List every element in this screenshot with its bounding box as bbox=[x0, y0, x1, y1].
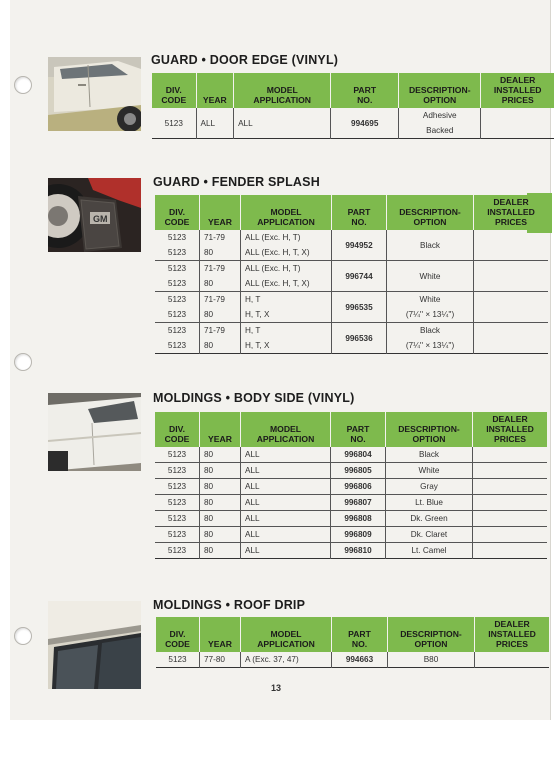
model-value: H, T bbox=[245, 295, 261, 304]
year-value: 80 bbox=[204, 514, 214, 523]
model-cell bbox=[241, 261, 332, 292]
model-value: ALL bbox=[245, 530, 260, 539]
desc-cell bbox=[399, 108, 481, 139]
table-header-row bbox=[156, 617, 549, 652]
column-header bbox=[155, 195, 200, 230]
fender-splash-table bbox=[155, 195, 548, 354]
table-row bbox=[155, 463, 547, 479]
model-cell bbox=[241, 527, 331, 543]
column-header-line: NO. bbox=[351, 639, 368, 649]
div-cell bbox=[155, 495, 200, 511]
table-row bbox=[155, 495, 547, 511]
model-value: H, T, X bbox=[245, 341, 270, 350]
price-cell bbox=[473, 511, 548, 527]
part-value: 996805 bbox=[344, 466, 372, 475]
desc-cell bbox=[386, 495, 473, 511]
price-cell bbox=[473, 479, 548, 495]
column-header bbox=[156, 617, 200, 652]
price-cell bbox=[474, 323, 549, 354]
price-cell bbox=[474, 261, 549, 292]
year-cell bbox=[200, 479, 241, 495]
part-cell bbox=[331, 108, 399, 139]
div-value: 5123 bbox=[167, 279, 187, 288]
div-value: 5123 bbox=[167, 530, 187, 539]
div-value: 5123 bbox=[167, 310, 187, 319]
desc-value: Black bbox=[419, 240, 441, 250]
part-value: 996536 bbox=[345, 333, 373, 343]
year-value: 80 bbox=[204, 450, 214, 459]
div-cell bbox=[155, 527, 200, 543]
column-header bbox=[200, 617, 241, 652]
column-header-line: PRICES bbox=[496, 639, 528, 649]
part-value: 996535 bbox=[345, 302, 373, 312]
part-value: 994695 bbox=[351, 118, 379, 128]
div-cell bbox=[156, 652, 200, 668]
div-value: 5123 bbox=[167, 466, 187, 475]
column-header-line: APPLICATION bbox=[253, 95, 312, 105]
column-header bbox=[200, 412, 241, 447]
table-row bbox=[155, 261, 548, 292]
model-value: ALL (Exc. H, T) bbox=[245, 233, 301, 242]
price-cell bbox=[474, 292, 549, 323]
table-row bbox=[155, 543, 547, 559]
table-row bbox=[155, 323, 548, 354]
year-cell bbox=[200, 261, 241, 292]
desc-cell bbox=[387, 261, 474, 292]
column-header bbox=[473, 412, 548, 447]
div-value: 5123 bbox=[167, 233, 187, 242]
column-header-line: DEALER bbox=[494, 619, 530, 629]
model-cell bbox=[241, 447, 331, 463]
part-value: 996807 bbox=[344, 498, 372, 507]
table-row bbox=[155, 447, 547, 463]
year-value: 80 bbox=[204, 310, 214, 319]
column-header-line: YEAR bbox=[202, 95, 227, 105]
table-header-row bbox=[155, 412, 547, 447]
price-cell bbox=[473, 543, 548, 559]
column-header-line: PRICES bbox=[494, 434, 526, 444]
price-cell bbox=[481, 108, 554, 139]
column-header-line: DESCRIPTION- bbox=[399, 207, 461, 217]
model-value: ALL bbox=[245, 498, 260, 507]
svg-text:GM: GM bbox=[93, 214, 108, 224]
column-header bbox=[155, 412, 200, 447]
part-value: 996809 bbox=[344, 530, 372, 539]
year-cell bbox=[196, 108, 234, 139]
year-cell bbox=[200, 292, 241, 323]
section-title: GUARD • FENDER SPLASH bbox=[153, 175, 320, 189]
year-value: 77-80 bbox=[204, 655, 225, 664]
column-header-line: APPLICATION bbox=[257, 217, 315, 227]
div-cell bbox=[155, 292, 200, 323]
column-header-line: NO. bbox=[351, 217, 367, 227]
desc-cell bbox=[387, 323, 474, 354]
column-header bbox=[332, 195, 387, 230]
table-header-row bbox=[155, 195, 548, 230]
div-cell bbox=[155, 543, 200, 559]
column-header-line: APPLICATION bbox=[256, 434, 315, 444]
model-cell bbox=[241, 292, 332, 323]
desc-value: Dk. Claret bbox=[410, 530, 448, 539]
column-header-line: DIV. bbox=[169, 629, 186, 639]
year-cell bbox=[200, 543, 241, 559]
div-cell bbox=[155, 479, 200, 495]
table-row bbox=[155, 527, 547, 543]
model-value: ALL bbox=[245, 514, 260, 523]
table-row bbox=[156, 652, 549, 668]
part-cell bbox=[331, 447, 386, 463]
div-cell bbox=[155, 463, 200, 479]
year-cell bbox=[200, 447, 241, 463]
desc-value: White bbox=[418, 466, 440, 475]
body-side-molding-photo bbox=[48, 393, 141, 471]
column-header bbox=[387, 195, 474, 230]
column-header-line: INSTALLED bbox=[487, 207, 535, 217]
price-cell bbox=[473, 447, 548, 463]
desc-cell bbox=[386, 543, 473, 559]
desc-value: Backed bbox=[426, 126, 454, 135]
column-header-line: OPTION bbox=[412, 434, 446, 444]
table-header-row bbox=[152, 73, 554, 108]
div-value: 5123 bbox=[167, 498, 187, 507]
div-value: 5123 bbox=[167, 295, 187, 304]
column-header bbox=[241, 617, 332, 652]
div-value: 5123 bbox=[164, 118, 183, 128]
desc-cell bbox=[386, 463, 473, 479]
year-cell bbox=[200, 527, 241, 543]
body-side-molding-table bbox=[155, 412, 547, 559]
column-header-line: CODE bbox=[164, 217, 190, 227]
desc-value: Gray bbox=[420, 482, 438, 491]
column-header-line: NO. bbox=[350, 434, 366, 444]
desc-value: White bbox=[419, 295, 441, 304]
model-value: H, T bbox=[245, 326, 261, 335]
page-number: 13 bbox=[271, 683, 282, 693]
model-value: H, T, X bbox=[245, 310, 270, 319]
desc-cell bbox=[386, 527, 473, 543]
div-cell bbox=[155, 230, 200, 261]
column-header-line: DIV. bbox=[165, 85, 182, 95]
column-header-line: MODEL bbox=[270, 207, 302, 217]
year-value: 71-79 bbox=[204, 295, 225, 304]
desc-value: Black bbox=[419, 326, 441, 335]
part-cell bbox=[331, 527, 386, 543]
desc-value: Adhesive bbox=[422, 111, 457, 120]
div-value: 5123 bbox=[167, 450, 187, 459]
desc-value: (7¼'' × 13¼'') bbox=[405, 310, 455, 319]
year-value: 80 bbox=[204, 530, 214, 539]
model-cell bbox=[241, 230, 332, 261]
part-value: 996804 bbox=[344, 450, 372, 459]
div-value: 5123 bbox=[167, 326, 187, 335]
desc-value: Lt. Blue bbox=[415, 498, 443, 507]
column-header bbox=[332, 617, 388, 652]
column-header-line: YEAR bbox=[208, 434, 232, 444]
column-header-line: PRICES bbox=[501, 95, 534, 105]
model-cell bbox=[241, 463, 331, 479]
model-value: ALL bbox=[245, 450, 260, 459]
table-row bbox=[155, 511, 547, 527]
column-header-line: DESCRIPTION- bbox=[408, 85, 471, 95]
column-header bbox=[481, 73, 554, 108]
model-value: ALL bbox=[245, 466, 260, 475]
column-header-line: OPTION bbox=[423, 95, 457, 105]
column-header bbox=[331, 412, 386, 447]
desc-value: Lt. Camel bbox=[411, 546, 447, 555]
column-header bbox=[475, 617, 550, 652]
column-header bbox=[474, 195, 549, 230]
model-cell bbox=[241, 511, 331, 527]
year-cell bbox=[200, 495, 241, 511]
column-header-line: YEAR bbox=[208, 217, 232, 227]
column-header-line: NO. bbox=[357, 95, 373, 105]
section-title: MOLDINGS • ROOF DRIP bbox=[153, 598, 306, 612]
column-header-line: OPTION bbox=[414, 639, 448, 649]
desc-cell bbox=[387, 292, 474, 323]
year-value: 71-79 bbox=[204, 233, 225, 242]
price-cell bbox=[473, 527, 548, 543]
year-cell bbox=[200, 323, 241, 354]
column-header-line: DEALER bbox=[500, 75, 536, 85]
model-cell bbox=[241, 495, 331, 511]
desc-cell bbox=[386, 479, 473, 495]
column-header bbox=[152, 73, 196, 108]
column-header-line: CODE bbox=[165, 639, 190, 649]
div-value: 5123 bbox=[167, 514, 187, 523]
column-header-line: PART bbox=[348, 629, 371, 639]
column-header-line: DIV. bbox=[169, 424, 185, 434]
column-header-line: PART bbox=[346, 424, 370, 434]
column-header bbox=[234, 73, 331, 108]
model-value: ALL bbox=[245, 482, 260, 491]
column-header-line: INSTALLED bbox=[493, 85, 542, 95]
year-cell bbox=[200, 652, 241, 668]
column-header bbox=[241, 412, 331, 447]
model-value: ALL (Exc. H, T, X) bbox=[245, 248, 310, 257]
model-cell bbox=[241, 543, 331, 559]
column-header-line: MODEL bbox=[270, 629, 302, 639]
div-value: 5123 bbox=[167, 264, 187, 273]
year-cell bbox=[200, 511, 241, 527]
part-cell bbox=[331, 479, 386, 495]
part-cell bbox=[331, 495, 386, 511]
column-header bbox=[388, 617, 475, 652]
column-header bbox=[331, 73, 399, 108]
div-cell bbox=[155, 323, 200, 354]
column-header bbox=[196, 73, 234, 108]
price-cell bbox=[475, 652, 550, 668]
year-value: 80 bbox=[204, 248, 214, 257]
year-value: 80 bbox=[204, 341, 214, 350]
column-header-line: CODE bbox=[161, 95, 187, 105]
div-value: 5123 bbox=[167, 482, 187, 491]
model-cell bbox=[241, 323, 332, 354]
section-title: GUARD • DOOR EDGE (VINYL) bbox=[151, 53, 339, 67]
column-header bbox=[399, 73, 481, 108]
desc-cell bbox=[386, 447, 473, 463]
desc-value: B80 bbox=[423, 655, 439, 664]
year-value: 80 bbox=[204, 466, 214, 475]
year-value: 80 bbox=[204, 546, 214, 555]
div-cell bbox=[155, 447, 200, 463]
year-cell bbox=[200, 463, 241, 479]
column-header-line: PART bbox=[347, 207, 371, 217]
column-header-line: INSTALLED bbox=[486, 424, 534, 434]
binder-hole bbox=[14, 353, 32, 371]
model-value: ALL bbox=[245, 546, 260, 555]
year-cell bbox=[200, 230, 241, 261]
div-value: 5123 bbox=[167, 341, 187, 350]
section-title: MOLDINGS • BODY SIDE (VINYL) bbox=[153, 391, 355, 405]
part-value: 996744 bbox=[345, 271, 373, 281]
price-cell bbox=[473, 463, 548, 479]
roof-drip-molding-photo bbox=[48, 601, 141, 689]
column-header bbox=[200, 195, 241, 230]
desc-cell bbox=[388, 652, 475, 668]
div-cell bbox=[155, 511, 200, 527]
column-header-line: INSTALLED bbox=[488, 629, 536, 639]
column-header-line: DEALER bbox=[492, 414, 528, 424]
table-row bbox=[155, 230, 548, 261]
column-header bbox=[386, 412, 473, 447]
model-value: ALL bbox=[238, 118, 253, 128]
part-cell bbox=[331, 543, 386, 559]
column-header-line: PRICES bbox=[495, 217, 527, 227]
div-value: 5123 bbox=[167, 546, 187, 555]
model-value: ALL (Exc. H, T, X) bbox=[245, 279, 310, 288]
column-header bbox=[241, 195, 332, 230]
desc-value: (7¼'' × 13¼'') bbox=[405, 341, 455, 350]
part-cell bbox=[332, 292, 387, 323]
part-cell bbox=[331, 463, 386, 479]
column-header-line: CODE bbox=[164, 434, 190, 444]
desc-value: Dk. Green bbox=[410, 514, 448, 523]
roof-drip-molding-table bbox=[156, 617, 549, 668]
part-cell bbox=[331, 511, 386, 527]
column-header-line: DESCRIPTION- bbox=[398, 424, 460, 434]
door-edge-guard-photo bbox=[48, 57, 141, 131]
binder-hole bbox=[14, 76, 32, 94]
part-value: 996808 bbox=[344, 514, 372, 523]
binder-hole bbox=[14, 627, 32, 645]
column-header-line: DESCRIPTION- bbox=[400, 629, 462, 639]
table-row bbox=[155, 292, 548, 323]
desc-cell bbox=[386, 511, 473, 527]
year-value: 80 bbox=[204, 498, 214, 507]
part-value: 996810 bbox=[344, 546, 372, 555]
table-row bbox=[152, 108, 554, 139]
year-value: 80 bbox=[204, 482, 214, 491]
model-value: A (Exc. 37, 47) bbox=[245, 655, 299, 664]
column-header-line: DIV. bbox=[169, 207, 185, 217]
part-cell bbox=[332, 261, 387, 292]
column-header-line: OPTION bbox=[413, 217, 447, 227]
year-value: 71-79 bbox=[204, 326, 225, 335]
year-value: 71-79 bbox=[204, 264, 225, 273]
part-value: 994952 bbox=[345, 240, 373, 250]
div-value: 5123 bbox=[167, 248, 187, 257]
div-cell bbox=[155, 261, 200, 292]
column-header-line: DEALER bbox=[493, 197, 529, 207]
year-value: 80 bbox=[204, 279, 214, 288]
column-header-line: MODEL bbox=[269, 424, 302, 434]
model-cell bbox=[241, 652, 332, 668]
div-value: 5123 bbox=[168, 655, 187, 664]
part-cell bbox=[332, 652, 388, 668]
part-cell bbox=[332, 230, 387, 261]
price-cell bbox=[474, 230, 549, 261]
column-header-line: MODEL bbox=[266, 85, 298, 95]
desc-value: Black bbox=[418, 450, 440, 459]
desc-cell bbox=[387, 230, 474, 261]
model-cell bbox=[241, 479, 331, 495]
div-cell bbox=[152, 108, 196, 139]
price-cell bbox=[473, 495, 548, 511]
year-value: ALL bbox=[200, 118, 216, 128]
part-value: 994663 bbox=[345, 655, 374, 664]
model-value: ALL (Exc. H, T) bbox=[245, 264, 301, 273]
fender-splash-photo bbox=[48, 178, 141, 252]
column-header-line: YEAR bbox=[208, 639, 232, 649]
part-cell bbox=[332, 323, 387, 354]
column-header-line: APPLICATION bbox=[257, 639, 315, 649]
door-edge-guard-table bbox=[152, 73, 554, 139]
model-cell bbox=[234, 108, 331, 139]
part-value: 996806 bbox=[344, 482, 372, 491]
table-row bbox=[155, 479, 547, 495]
column-header-line: PART bbox=[353, 85, 377, 95]
desc-value: White bbox=[419, 271, 441, 281]
